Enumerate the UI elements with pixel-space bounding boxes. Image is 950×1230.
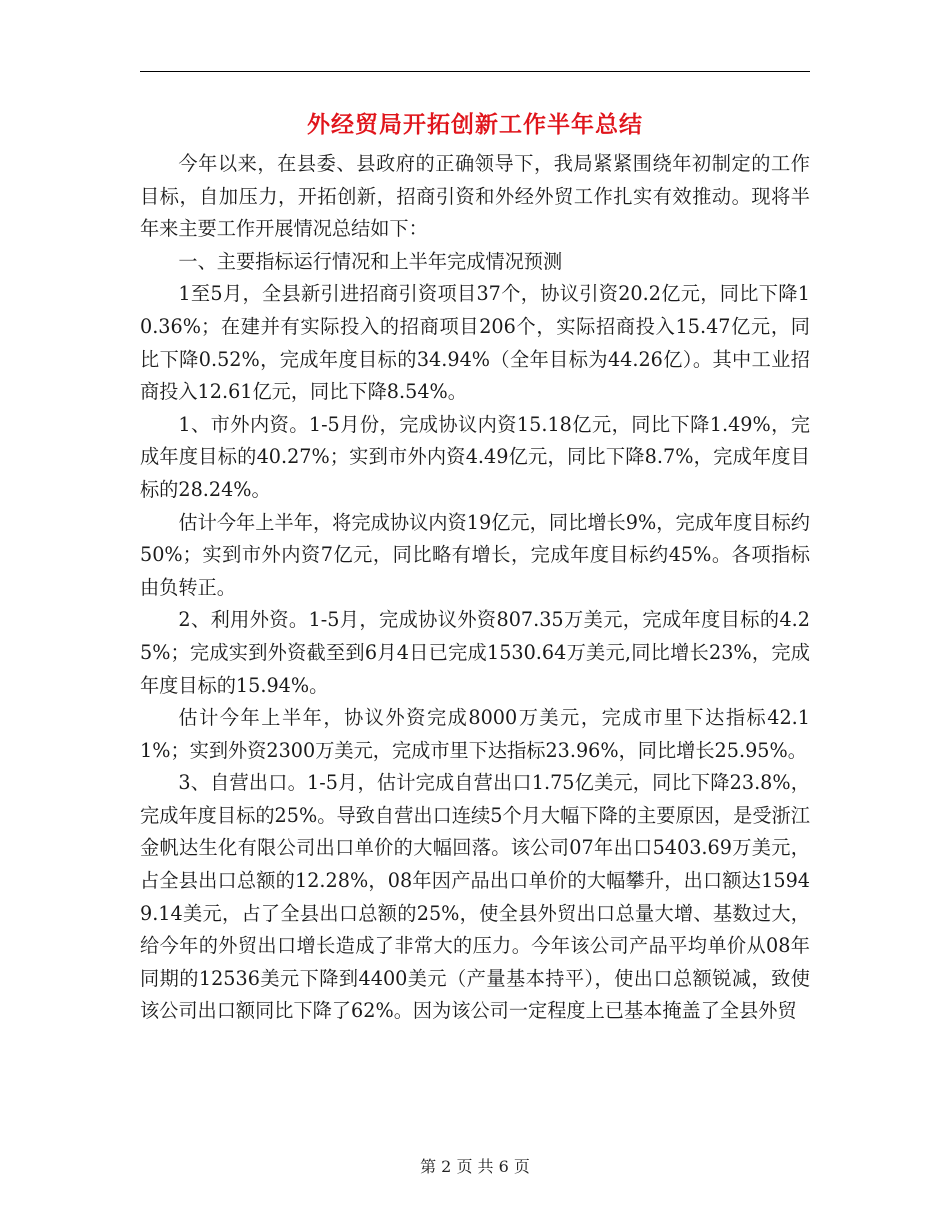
paragraph-section-heading: 一、主要指标运行情况和上半年完成情况预测 <box>178 249 563 273</box>
page-title: 外经贸局开拓创新工作半年总结 <box>307 111 643 138</box>
paragraph-intro: 今年以来，在县委、县政府的正确领导下，我局紧紧围绕年初制定的工作目标，自加压力，开拓创新，招商引资和外经外贸工作扎实有效推动。现将半年来主要工作开展情况总结如下： <box>140 152 810 241</box>
paragraph-export: 3、自营出口。1-5月，估计完成自营出口1.75亿美元，同比下降23.8%，完成年度目标的25%。导致自营出口连续5个月大幅下降的主要原因，是受浙江金帆达生化有限公司出口单价的大幅回落。该公司07年出口5403.69万美元，占全县出口总额的12.28%，08年因产品出口单价的大幅攀升，出口额达15949.14美元，占了全县出口总额的25%，使全县外贸出口总量大增、基数过大，给今年的外贸出口增长造成了非常大的压力。今年该公司产品平均单价从08年同期的12536美元下降到4400美元（产量基本持平），使出口总额锐减，致使该公司出口额同比下降了62%。因为该公司一定程度上已基本掩盖了全县外贸 <box>140 771 810 1023</box>
paragraph-foreign-capital: 2、利用外资。1-5月，完成协议外资807.35万美元，完成年度目标的4.25%；完成实到外资截至到6月4日已完成1530.64万美元,同比增长23%，完成年度目标的15.94%。 <box>140 608 810 697</box>
paragraph-overview: 1至5月，全县新引进招商引资项目37个，协议引资20.2亿元，同比下降10.36%；在建并有实际投入的招商项目206个，实际招商投入15.47亿元，同比下降0.52%，完成年度目标的34.94%（全年目标为44.26亿）。其中工业招商投入12.61亿元，同比下降8.54%。 <box>140 282 810 404</box>
header-rule <box>140 71 810 72</box>
page-footer: 第 2 页 共 6 页 <box>420 1157 530 1176</box>
paragraph-foreign-forecast: 估计今年上半年，协议外资完成8000万美元，完成市里下达指标42.11%；实到外资2300万美元，完成市里下达指标23.96%，同比增长25.95%。 <box>140 706 810 762</box>
paragraph-domestic-forecast: 估计今年上半年，将完成协议内资19亿元，同比增长9%，完成年度目标约50%；实到市外内资7亿元，同比略有增长，完成年度目标约45%。各项指标由负转正。 <box>140 510 810 599</box>
document-body <box>140 148 810 1028</box>
paragraph-domestic-capital: 1、市外内资。1-5月份，完成协议内资15.18亿元，同比下降1.49%，完成年度目标的40.27%；实到市外内资4.49亿元，同比下降8.7%，完成年度目标的28.24%。 <box>140 412 810 501</box>
